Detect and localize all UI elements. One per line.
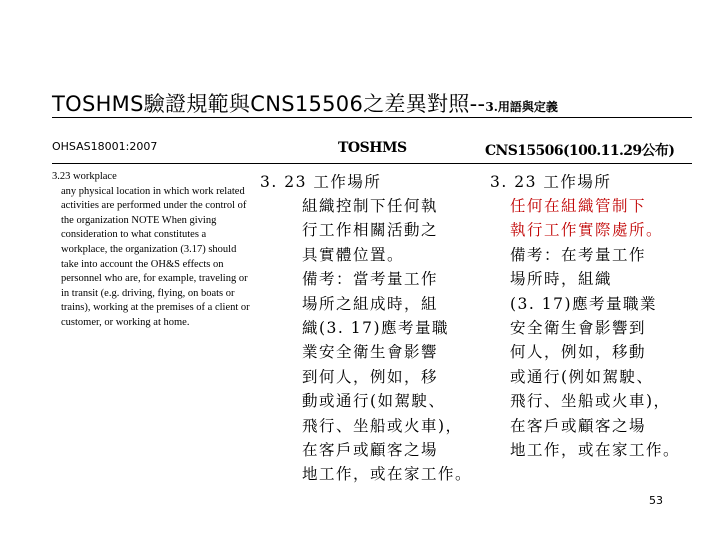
toshms-line: 在客戶或顧客之場 xyxy=(302,441,439,460)
cns-line: 飛行、坐船或火車)， xyxy=(510,392,671,411)
toshms-line: 具實體位置。 xyxy=(302,245,405,264)
ohsas-clause-number: 3.23 workplace xyxy=(52,171,117,182)
page-number: 53 xyxy=(649,494,663,507)
cns-line: 或通行(例如駕駛、 xyxy=(510,367,654,386)
ohsas-clause-body: any physical location in which work related activities are performed under the control of the organization NOTE When giving consideration to what constitutes a workplace, the organization (3.17) should take into account the OH&S effects on personnel who are, for example, traveling or in transit (e.g. driving, flying, on boats or trains), working at the premises of a client or customer, or working at home. xyxy=(61,185,250,328)
ohsas-definition xyxy=(52,170,252,331)
column-header-cns: CNS15506(100.11.29公布) xyxy=(485,143,675,159)
cns-line: 在客戶或顧客之場 xyxy=(510,416,647,435)
toshms-line: 飛行、坐船或火車)， xyxy=(302,416,463,435)
toshms-line: 動或通行(如駕駛、 xyxy=(302,392,446,411)
cns-line: 何人，例如，移動 xyxy=(510,343,647,362)
toshms-line: 到何人，例如，移 xyxy=(302,367,439,386)
cns-line-highlighted: 任何在組織管制下 xyxy=(510,197,647,215)
column-header-toshms: TOSHMS xyxy=(338,140,407,156)
cns-line: (3. 17)應考量職業 xyxy=(510,294,658,313)
toshms-line: 地工作，或在家工作。 xyxy=(302,465,473,484)
toshms-line: 組織控制下任何執 xyxy=(302,197,439,215)
cns-line: 場所時，組織 xyxy=(510,270,613,289)
toshms-clause-heading: 3. 23 工作場所 xyxy=(260,173,382,191)
cns-line: 備考：在考量工作 xyxy=(510,245,647,264)
toshms-line: 業安全衛生會影響 xyxy=(302,343,439,362)
toshms-line: 織(3. 17)應考量職 xyxy=(302,319,450,338)
toshms-line: 行工作相關活動之 xyxy=(302,221,439,240)
slide-title xyxy=(52,88,558,118)
header-divider xyxy=(52,163,692,164)
column-header-ohsas: OHSAS18001:2007 xyxy=(52,140,158,153)
toshms-line: 場所之組成時，組 xyxy=(302,294,439,313)
cns-line-highlighted: 執行工作實際處所。 xyxy=(510,221,664,240)
cns-line: 地工作，或在家工作。 xyxy=(510,441,681,460)
toshms-definition xyxy=(302,194,472,487)
title-main: TOSHMS驗證規範與CNS15506之差異對照-- xyxy=(52,92,486,116)
cns-line: 安全衛生會影響到 xyxy=(510,319,647,338)
cns-clause-heading: 3. 23 工作場所 xyxy=(490,173,612,191)
toshms-line: 備考：當考量工作 xyxy=(302,270,439,289)
title-subtitle: 3.用語與定義 xyxy=(485,100,558,114)
title-divider xyxy=(52,117,692,118)
cns-definition xyxy=(510,194,680,462)
